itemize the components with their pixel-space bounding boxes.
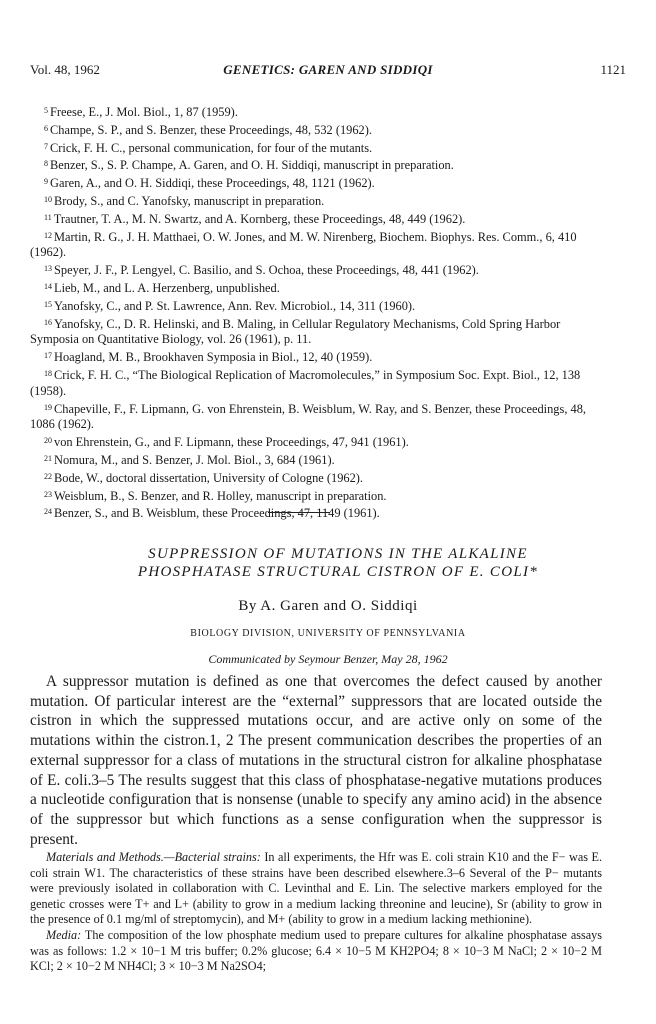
reference-number: 20: [44, 436, 52, 446]
reference-item: [30, 174, 604, 192]
reference-number: 15: [44, 299, 52, 309]
reference-item: [30, 156, 604, 174]
intro-paragraph: A suppressor mutation is defined as one that overcomes the defect caused by another mutation. Of particular interest are the “external” suppressors that are located outside the cistron in which the suppressed mutations occur, and are active only on some of the mutations within the cistron.1, 2 The present communication describes the properties of an external suppressor for a class of mutations in the structural cistron for alkaline phosphatase of E. coli.3–5 The results suggest that this class of phosphatase-negative mutations produces a nucleotide configuration that is nonsense (unable to specify any amino acid) in the absence of the suppressor but which functions as a sense configuration when the suppressor is present.: [30, 673, 602, 848]
reference-text: Garen, A., and O. H. Siddiqi, these Proceedings, 48, 1121 (1962).: [50, 176, 375, 191]
media-paragraph: [30, 928, 602, 975]
media-text: The composition of the low phosphate medium used to prepare cultures for alkaline phosphatase assays was as follows: 1.2 × 10−1 M tris buffer; 0.2% glucose; 6.4 × 10−5 M KH2PO4; 8 × 10−3 M NaCl; 2 × 10−2 M KCl; 2 × 10−2 M NH4Cl; 3 × 10−3 M Na2SO4;: [30, 927, 602, 974]
reference-number: 16: [44, 317, 52, 327]
reference-text: Freese, E., J. Mol. Biol., 1, 87 (1959).: [50, 105, 238, 119]
reference-text: Weisblum, B., S. Benzer, and R. Holley, manuscript in preparation.: [54, 488, 387, 503]
reference-text: Lieb, M., and L. A. Herzenberg, unpublished.: [54, 280, 280, 295]
reference-item: [30, 228, 604, 262]
reference-text: Crick, F. H. C., personal communication, for four of the mutants.: [50, 140, 373, 155]
running-title: GENETICS: GAREN AND SIDDIQI: [223, 62, 433, 77]
reference-number: 24: [44, 507, 52, 517]
reference-number: 12: [44, 230, 52, 240]
reference-list: [30, 103, 604, 522]
reference-text: Yanofsky, C., D. R. Helinski, and B. Maling, in Cellular Regulatory Mechanisms, Cold Spring Harbor Symposia on Quantitative Biology, vol. 26 (1961), p. 11.: [30, 316, 561, 347]
reference-item: [30, 400, 604, 434]
reference-text: Brody, S., and C. Yanofsky, manuscript in preparation.: [54, 193, 325, 208]
reference-item: [30, 487, 604, 505]
reference-number: 5: [44, 106, 48, 115]
reference-text: Hoagland, M. B., Brookhaven Symposia in Biol., 12, 40 (1959).: [54, 350, 373, 365]
reference-number: 21: [44, 453, 52, 463]
reference-number: 6: [44, 123, 48, 133]
reference-item: [30, 279, 604, 297]
reference-text: Crick, F. H. C., “The Biological Replication of Macromolecules,” in Symposium Soc. Expt. Biol., 12, 138 (1958).: [30, 367, 581, 398]
reference-number: 10: [44, 194, 52, 204]
article-title-line-2: PHOSPHATASE STRUCTURAL CISTRON OF E. COLI*: [137, 564, 539, 580]
reference-text: Bode, W., doctoral dissertation, University of Cologne (1962).: [54, 470, 364, 485]
reference-item: [30, 261, 604, 279]
reference-number: 23: [44, 489, 52, 499]
reference-number: 22: [44, 471, 52, 481]
reference-text: Martin, R. G., J. H. Matthaei, O. W. Jones, and M. W. Nirenberg, Biochem. Biophys. Res. Comm., 6, 410 (1962).: [30, 229, 577, 260]
reference-text: Chapeville, F., F. Lipmann, G. von Ehrenstein, B. Weisblum, W. Ray, and S. Benzer, these Proceedings, 48, 1086 (1962).: [30, 401, 587, 432]
reference-item: [30, 348, 604, 366]
reference-number: 9: [44, 177, 48, 187]
reference-text: Champe, S. P., and S. Benzer, these Proceedings, 48, 532 (1962).: [50, 122, 372, 137]
reference-item: [30, 504, 604, 522]
article-title: [60, 545, 616, 581]
running-header: [30, 62, 626, 78]
article-affiliation: BIOLOGY DIVISION, UNIVERSITY OF PENNSYLVANIA: [190, 628, 466, 639]
reference-number: 13: [44, 264, 52, 274]
section-divider: [268, 512, 330, 513]
reference-number: 11: [44, 212, 52, 222]
reference-number: 14: [44, 281, 52, 291]
reference-number: 7: [44, 141, 48, 151]
reference-item: [30, 433, 604, 451]
page-number: 1121: [600, 62, 626, 77]
reference-text: Benzer, S., S. P. Champe, A. Garen, and O. H. Siddiqi, manuscript in preparation.: [50, 158, 454, 173]
reference-number: 18: [44, 368, 52, 378]
methods-heading: Materials and Methods.—Bacterial strains:: [46, 850, 261, 864]
reference-item: [30, 469, 604, 487]
reference-item: [30, 210, 604, 228]
media-heading: Media:: [46, 927, 82, 942]
reference-item: [30, 451, 604, 469]
communicated-by: Communicated by Seymour Benzer, May 28, 1962: [208, 652, 448, 666]
article-authors: By A. Garen and O. Siddiqi: [238, 598, 418, 614]
article-title-line-1: SUPPRESSION OF MUTATIONS IN THE ALKALINE: [148, 546, 528, 562]
article-intro: [30, 672, 602, 849]
reference-number: 8: [44, 159, 48, 169]
reference-text: Speyer, J. F., P. Lengyel, C. Basilio, and S. Ochoa, these Proceedings, 48, 441 (1962).: [54, 263, 479, 278]
reference-item: [30, 121, 604, 139]
reference-item: [30, 366, 604, 400]
reference-number: 19: [44, 402, 52, 412]
reference-text: Yanofsky, C., and P. St. Lawrence, Ann. Rev. Microbiol., 14, 311 (1960).: [54, 298, 416, 313]
reference-item: [30, 315, 604, 349]
reference-item: [30, 192, 604, 210]
reference-text: Benzer, S., and B. Weisblum, these Proceedings, 47, 1149 (1961).: [54, 506, 380, 521]
reference-text: Trautner, T. A., M. N. Swartz, and A. Kornberg, these Proceedings, 48, 449 (1962).: [53, 211, 466, 226]
volume-label: Vol. 48, 1962: [30, 62, 100, 77]
reference-text: von Ehrenstein, G., and F. Lipmann, these Proceedings, 47, 941 (1961).: [54, 435, 409, 450]
methods-paragraph: [30, 850, 602, 928]
reference-text: Nomura, M., and S. Benzer, J. Mol. Biol., 3, 684 (1961).: [54, 452, 335, 467]
reference-item: [30, 139, 604, 157]
methods-section: [30, 850, 602, 975]
reference-item: [30, 297, 604, 315]
reference-number: 17: [44, 351, 52, 361]
methods-text: In all experiments, the Hfr was E. coli strain K10 and the F− was E. coli strain W1. The characteristics of these strains have been described elsewhere.3–6 Several of the P− mutants were previously isolated in collaboration with C. Levinthal and E. Lin. The selective markers employed for the genetic crosses were T+ and L+ (ability to grow in a medium lacking threonine and leucine), Sr (ability to grow in the presence of 0.1 mg/ml of streptomycin), and M+ (ability to grow in a medium lacking methionine).: [30, 850, 603, 927]
reference-item: [30, 103, 604, 121]
